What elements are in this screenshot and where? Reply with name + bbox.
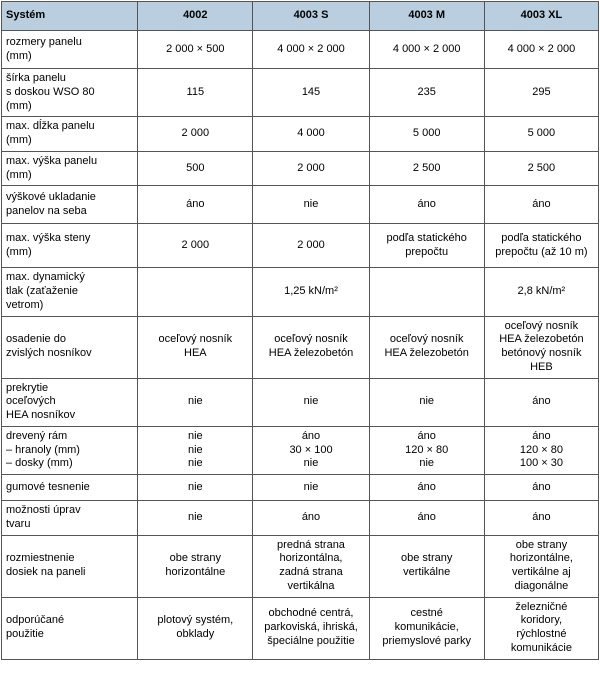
column-header-4003s: 4003 S bbox=[253, 2, 369, 31]
table-cell: áno bbox=[253, 501, 369, 536]
table-row bbox=[2, 535, 599, 597]
table-row bbox=[2, 151, 599, 186]
table-cell: áno 30 × 100 nie bbox=[253, 426, 369, 474]
row-label: šírka panelu s doskou WSO 80 (mm) bbox=[2, 69, 138, 117]
table-cell: 4 000 × 2 000 bbox=[484, 31, 598, 69]
table-cell: áno bbox=[484, 378, 598, 426]
row-label: prekrytie oceľových HEA nosníkov bbox=[2, 378, 138, 426]
table-cell: podľa statického prepočtu (až 10 m) bbox=[484, 224, 598, 268]
table-cell: áno 120 × 80 nie bbox=[369, 426, 484, 474]
table-cell: 295 bbox=[484, 69, 598, 117]
table-cell: áno bbox=[484, 475, 598, 501]
table-row bbox=[2, 224, 599, 268]
table-row bbox=[2, 426, 599, 474]
row-label: max. dĺžka panelu (mm) bbox=[2, 117, 138, 152]
table-cell: 2 500 bbox=[484, 151, 598, 186]
table-cell: 1,25 kN/m² bbox=[253, 268, 369, 316]
table-row bbox=[2, 501, 599, 536]
table-cell: 2 500 bbox=[369, 151, 484, 186]
table-cell: 235 bbox=[369, 69, 484, 117]
table-cell: podľa statického prepočtu bbox=[369, 224, 484, 268]
table-cell: oceľový nosník HEA železobetón bbox=[253, 316, 369, 378]
table-cell: 2,8 kN/m² bbox=[484, 268, 598, 316]
table-cell: obchodné centrá, parkoviská, ihriská, špeciálne použitie bbox=[253, 597, 369, 659]
table-row bbox=[2, 117, 599, 152]
row-label: max. výška panelu (mm) bbox=[2, 151, 138, 186]
specification-table bbox=[1, 1, 599, 660]
table-row bbox=[2, 69, 599, 117]
table-cell: áno bbox=[484, 186, 598, 224]
table-cell: nie bbox=[138, 475, 253, 501]
table-row bbox=[2, 378, 599, 426]
row-label: výškové ukladanie panelov na seba bbox=[2, 186, 138, 224]
table-cell: nie bbox=[138, 501, 253, 536]
row-label: max. dynamický tlak (zaťaženie vetrom) bbox=[2, 268, 138, 316]
table-cell: áno bbox=[369, 475, 484, 501]
row-label: osadenie do zvislých nosníkov bbox=[2, 316, 138, 378]
row-label: možnosti úprav tvaru bbox=[2, 501, 138, 536]
row-label: max. výška steny (mm) bbox=[2, 224, 138, 268]
table-cell: nie nie nie bbox=[138, 426, 253, 474]
table-cell: plotový systém, obklady bbox=[138, 597, 253, 659]
column-header-4002: 4002 bbox=[138, 2, 253, 31]
table-cell: 115 bbox=[138, 69, 253, 117]
table-cell: cestné komunikácie, priemyslové parky bbox=[369, 597, 484, 659]
table-cell: 500 bbox=[138, 151, 253, 186]
table-cell: oceľový nosník HEA bbox=[138, 316, 253, 378]
table-cell: 2 000 bbox=[253, 224, 369, 268]
table-cell: 2 000 bbox=[253, 151, 369, 186]
row-label: rozmery panelu (mm) bbox=[2, 31, 138, 69]
table-row bbox=[2, 186, 599, 224]
table-cell: obe strany horizontálne, vertikálne aj diagonálne bbox=[484, 535, 598, 597]
table-cell: áno bbox=[369, 186, 484, 224]
table-cell: železničné koridory, rýchlostné komunikácie bbox=[484, 597, 598, 659]
table-cell: nie bbox=[253, 378, 369, 426]
table-cell: predná strana horizontálna, zadná strana vertikálna bbox=[253, 535, 369, 597]
table-row bbox=[2, 597, 599, 659]
table-row bbox=[2, 475, 599, 501]
table-cell: oceľový nosník HEA železobetón betónový nosník HEB bbox=[484, 316, 598, 378]
table-cell: 4 000 × 2 000 bbox=[253, 31, 369, 69]
table-cell: nie bbox=[369, 378, 484, 426]
column-header-system: Systém bbox=[2, 2, 138, 31]
column-header-4003m: 4003 M bbox=[369, 2, 484, 31]
table-row bbox=[2, 268, 599, 316]
table-cell: 4 000 bbox=[253, 117, 369, 152]
table-cell: obe strany horizontálne bbox=[138, 535, 253, 597]
table-cell: 2 000 bbox=[138, 117, 253, 152]
table-cell: áno 120 × 80 100 × 30 bbox=[484, 426, 598, 474]
table-cell: 5 000 bbox=[369, 117, 484, 152]
table-cell: nie bbox=[138, 378, 253, 426]
row-label: odporúčané použitie bbox=[2, 597, 138, 659]
table-cell: obe strany vertikálne bbox=[369, 535, 484, 597]
table-cell: oceľový nosník HEA železobetón bbox=[369, 316, 484, 378]
table-cell: nie bbox=[253, 186, 369, 224]
table-cell: áno bbox=[138, 186, 253, 224]
table-cell: 2 000 × 500 bbox=[138, 31, 253, 69]
table-cell: 4 000 × 2 000 bbox=[369, 31, 484, 69]
table-cell: áno bbox=[484, 501, 598, 536]
row-label: drevený rám – hranoly (mm) – dosky (mm) bbox=[2, 426, 138, 474]
table-row bbox=[2, 316, 599, 378]
row-label: rozmiestnenie dosiek na paneli bbox=[2, 535, 138, 597]
table-cell: 2 000 bbox=[138, 224, 253, 268]
table-cell: 5 000 bbox=[484, 117, 598, 152]
table-header-row bbox=[2, 2, 599, 31]
table-row bbox=[2, 31, 599, 69]
table-cell: 145 bbox=[253, 69, 369, 117]
row-label: gumové tesnenie bbox=[2, 475, 138, 501]
column-header-4003xl: 4003 XL bbox=[484, 2, 598, 31]
table-cell: áno bbox=[369, 501, 484, 536]
table-cell: nie bbox=[253, 475, 369, 501]
table-cell bbox=[138, 268, 253, 316]
table-cell bbox=[369, 268, 484, 316]
